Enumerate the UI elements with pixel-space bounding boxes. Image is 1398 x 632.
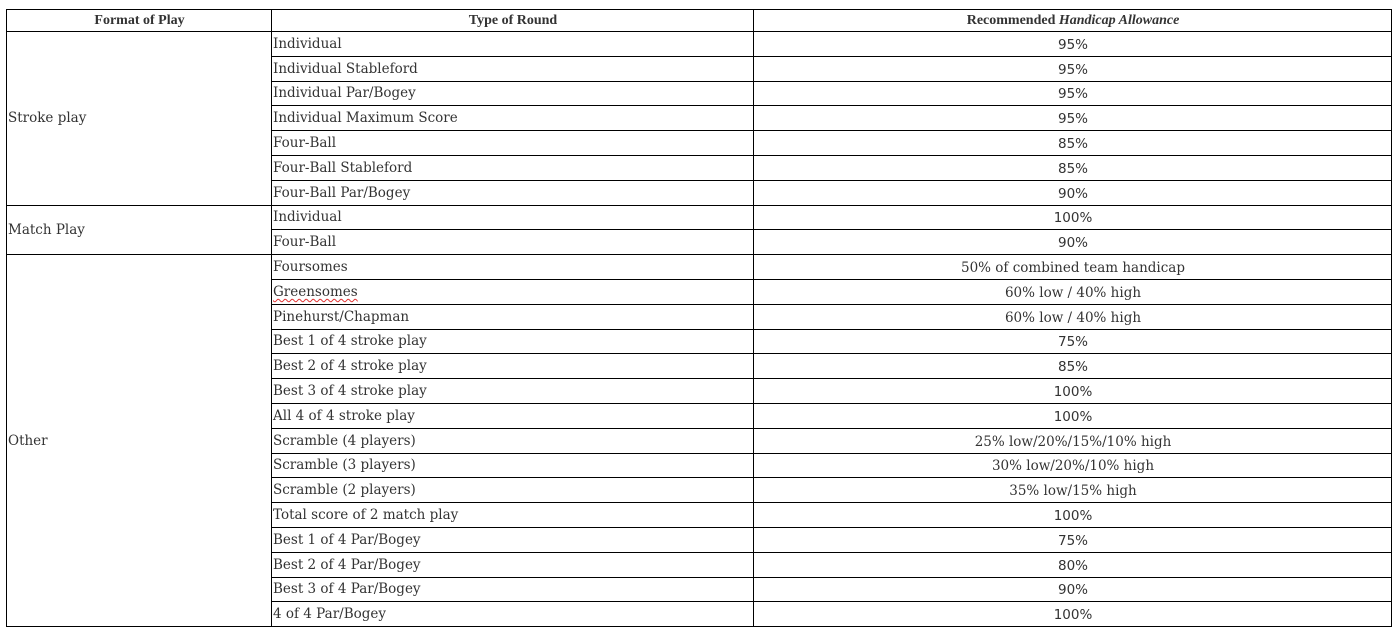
type-cell: Individual xyxy=(272,32,754,57)
allowance-cell: 100% xyxy=(754,602,1392,627)
format-cell-match-play: Match Play xyxy=(7,205,272,255)
allowance-cell: 95% xyxy=(754,106,1392,131)
format-cell-stroke-play: Stroke play xyxy=(7,32,272,206)
allowance-cell: 95% xyxy=(754,32,1392,57)
allowance-cell: 25% low/20%/15%/10% high xyxy=(754,428,1392,453)
table-row xyxy=(7,205,1392,230)
type-cell: Four-Ball xyxy=(272,230,754,255)
type-cell: Individual Maximum Score xyxy=(272,106,754,131)
type-cell: Individual xyxy=(272,205,754,230)
header-type-of-round: Type of Round xyxy=(272,10,754,32)
type-cell: Best 1 of 4 Par/Bogey xyxy=(272,527,754,552)
header-allowance-prefix: Recommended xyxy=(966,13,1059,28)
type-cell xyxy=(272,279,754,304)
allowance-cell: 60% low / 40% high xyxy=(754,304,1392,329)
type-cell: All 4 of 4 stroke play xyxy=(272,403,754,428)
type-cell: Four-Ball Stableford xyxy=(272,155,754,180)
handicap-allowance-table xyxy=(6,9,1392,627)
allowance-cell: 90% xyxy=(754,577,1392,602)
spellcheck-underlined-text: Greensomes xyxy=(273,283,358,300)
type-cell: Best 3 of 4 stroke play xyxy=(272,379,754,404)
allowance-cell: 30% low/20%/10% high xyxy=(754,453,1392,478)
header-format-of-play: Format of Play xyxy=(7,10,272,32)
type-cell: Pinehurst/Chapman xyxy=(272,304,754,329)
header-recommended-allowance xyxy=(754,10,1392,32)
table-row xyxy=(7,32,1392,57)
allowance-cell: 85% xyxy=(754,354,1392,379)
type-cell: Best 1 of 4 stroke play xyxy=(272,329,754,354)
type-cell: Total score of 2 match play xyxy=(272,503,754,528)
type-cell: 4 of 4 Par/Bogey xyxy=(272,602,754,627)
allowance-cell: 50% of combined team handicap xyxy=(754,255,1392,280)
type-cell: Individual Stableford xyxy=(272,56,754,81)
allowance-cell: 90% xyxy=(754,180,1392,205)
type-cell: Individual Par/Bogey xyxy=(272,81,754,106)
table-body xyxy=(7,32,1392,627)
table-row xyxy=(7,255,1392,280)
allowance-cell: 100% xyxy=(754,403,1392,428)
type-cell: Scramble (3 players) xyxy=(272,453,754,478)
allowance-cell: 85% xyxy=(754,155,1392,180)
allowance-cell: 75% xyxy=(754,527,1392,552)
header-row xyxy=(7,10,1392,32)
type-cell: Four-Ball xyxy=(272,131,754,156)
allowance-cell: 60% low / 40% high xyxy=(754,279,1392,304)
allowance-cell: 80% xyxy=(754,552,1392,577)
allowance-cell: 100% xyxy=(754,379,1392,404)
type-cell: Best 2 of 4 stroke play xyxy=(272,354,754,379)
allowance-cell: 100% xyxy=(754,205,1392,230)
allowance-cell: 90% xyxy=(754,230,1392,255)
allowance-cell: 100% xyxy=(754,503,1392,528)
type-cell: Best 2 of 4 Par/Bogey xyxy=(272,552,754,577)
allowance-cell: 75% xyxy=(754,329,1392,354)
allowance-cell: 35% low/15% high xyxy=(754,478,1392,503)
type-cell: Foursomes xyxy=(272,255,754,280)
allowance-cell: 95% xyxy=(754,81,1392,106)
type-cell: Best 3 of 4 Par/Bogey xyxy=(272,577,754,602)
allowance-cell: 95% xyxy=(754,56,1392,81)
format-cell-other: Other xyxy=(7,255,272,627)
type-cell: Scramble (2 players) xyxy=(272,478,754,503)
type-cell: Four-Ball Par/Bogey xyxy=(272,180,754,205)
header-allowance-italic: Handicap Allowance xyxy=(1058,13,1180,28)
allowance-cell: 85% xyxy=(754,131,1392,156)
type-cell: Scramble (4 players) xyxy=(272,428,754,453)
